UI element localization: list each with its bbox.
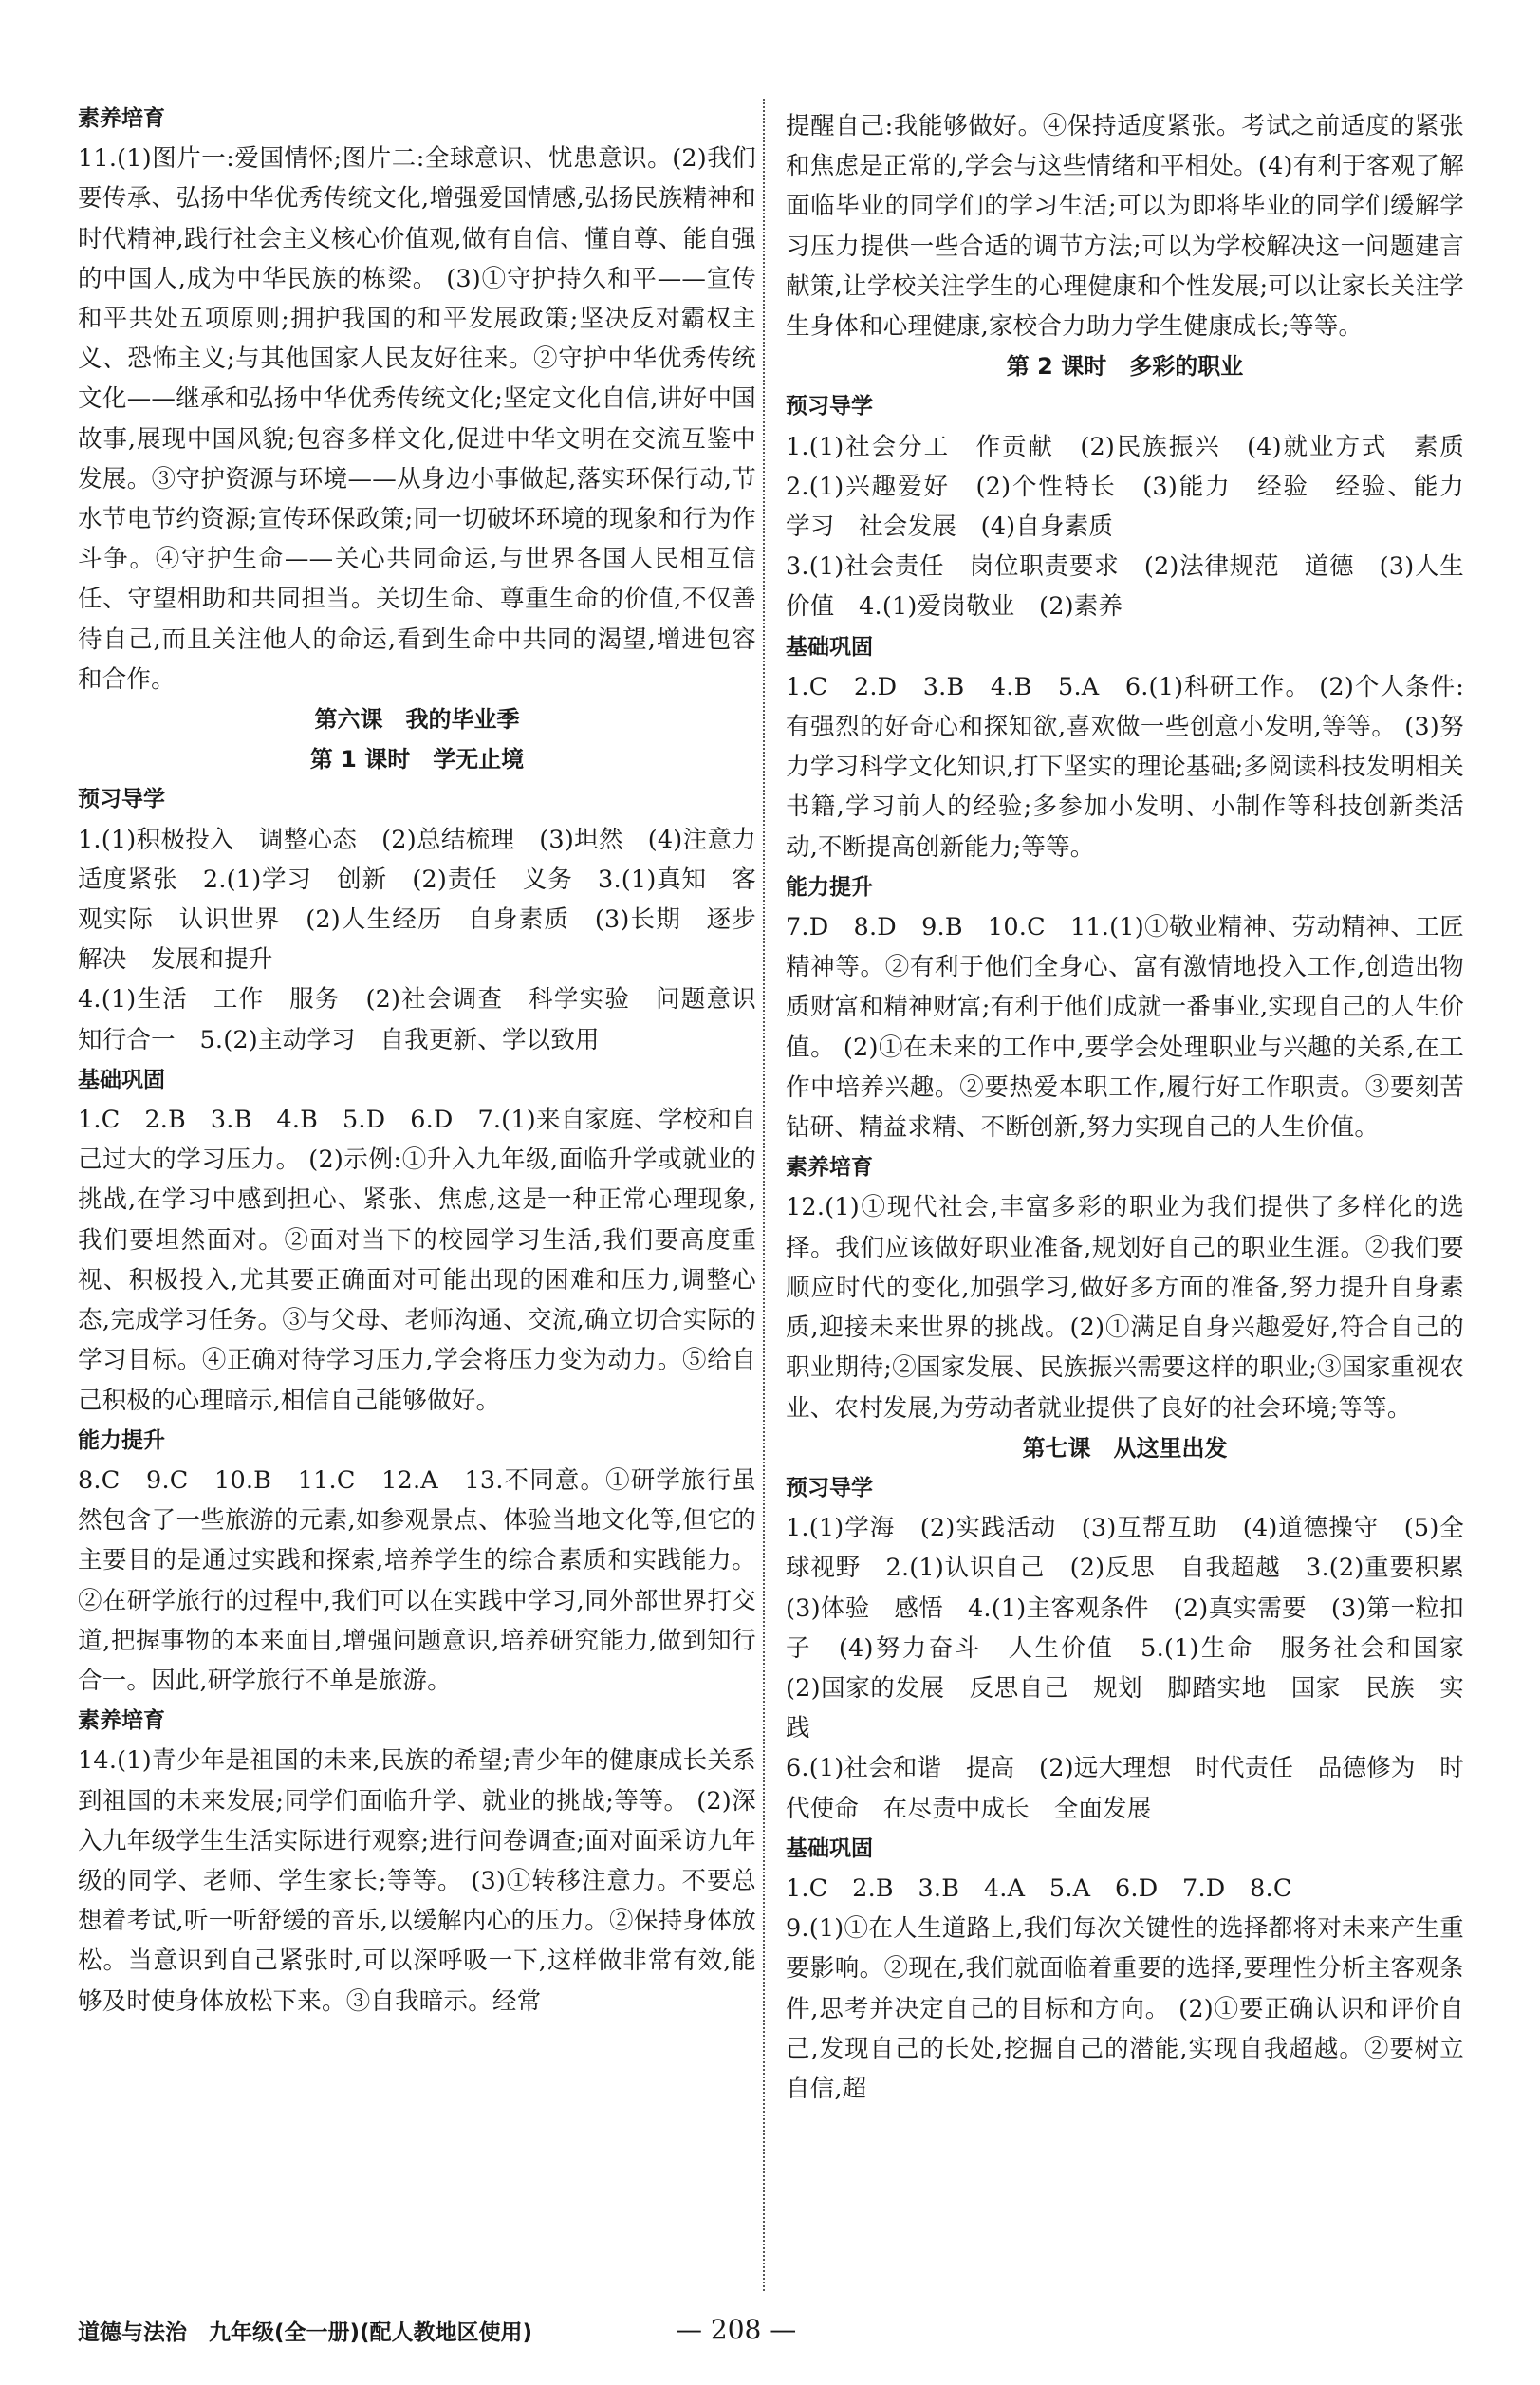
answer-paragraph: 1.C 2.D 3.B 4.B 5.A 6.(1)科研工作。 (2)个人条件:有强烈的好奇心和探知欲,喜欢做一些创意小发明,等等。 (3)努力学习科学文化知识,打下坚实的理论基础;多阅读科技发明相关书籍,学习前人的经验;多参加小发明、小制作等科技创新类活动,不断提高创新能力;等等。 bbox=[786, 672, 1464, 862]
answer-paragraph: 8.C 9.C 10.B 11.C 12.A 13.不同意。①研学旅行虽然包含了一些旅游的元素,如参观景点、体验当地文化等,但它的主要目的是通过实践和探索,培养学生的综合素质和实践能力。②在研学旅行的过程中,我们可以在实践中学习,同外部世界打交道,把握事物的本来面目,增强问题意识,培养研究能力,做到知行合一。因此,研学旅行不单是旅游。 bbox=[78, 1465, 756, 1695]
lesson-title: 第 2 课时 多彩的职业 bbox=[1006, 353, 1244, 381]
answer-paragraph: 1.(1)学海 (2)实践活动 (3)互帮互助 (4)道德操守 (5)全球视野 2.(1)认识自己 (2)反思 自我超越 3.(2)重要积累 (3)体验 感悟 4.(1)主客观条件 (2)真实需要 (3)第一粒扣子 (4)努力奋斗 人生价值 5.(1)生命 服务社会和国家 (2)国家的发展 反思自己 规划 脚踏实地 国家 民族 实践 bbox=[786, 1514, 1489, 1743]
section-heading: 基础巩固 bbox=[786, 634, 873, 660]
lesson-title: 第 1 课时 学无止境 bbox=[309, 746, 525, 773]
answer-paragraph: 14.(1)青少年是祖国的未来,民族的希望;青少年的健康成长关系到祖国的未来发展;同学们面临升学、就业的挑战;等等。 (2)深入九年级学生生活实际进行观察;进行问卷调查;面对面采访九年级的同学、老师、学生家长;等等。 (3)①转移注意力。不要总想着考试,听一听舒缓的音乐,以缓解内心的压力。②保持身体放松。当意识到自己紧张时,可以深呼吸一下,这样做非常有效,能够及时使身体放松下来。③自我暗示。经常 bbox=[78, 1746, 756, 2016]
right-column bbox=[786, 106, 1489, 2109]
lesson-title: 第六课 我的毕业季 bbox=[314, 706, 520, 734]
column-divider bbox=[763, 99, 765, 2291]
answer-paragraph: 1.C 2.B 3.B 4.B 5.D 6.D 7.(1)来自家庭、学校和自己过大的学习压力。 (2)示例:①升入九年级,面临升学或就业的挑战,在学习中感到担心、紧张、焦虑,这是一种正常心理现象,我们要坦然面对。②面对当下的校园学习生活,我们要高度重视、积极投入,尤其要正确面对可能出现的困难和压力,调整心态,完成学习任务。③与父母、老师沟通、交流,确立切合实际的学习目标。④正确对待学习压力,学会将压力变为动力。⑤给自己积极的心理暗示,相信自己能够做好。 bbox=[78, 1106, 757, 1415]
section-heading: 能力提升 bbox=[786, 874, 873, 900]
section-heading: 基础巩固 bbox=[786, 1835, 873, 1861]
section-heading: 预习导学 bbox=[786, 1475, 873, 1500]
answer-paragraph: 7.D 8.D 9.B 10.C 11.(1)①敬业精神、劳动精神、工匠精神等。②有利于他们全身心、富有激情地投入工作,创造出物质财富和精神财富;有利于他们成就一番事业,实现自己的人生价值。 (2)①在未来的工作中,要学会处理职业与兴趣的关系,在工作中培养兴趣。②要热爱本职工作,履行好工作职责。③要刻苦钻研、精益求精、不断创新,努力实现自己的人生价值。 bbox=[786, 913, 1464, 1143]
answer-paragraph: 12.(1)①现代社会,丰富多彩的职业为我们提供了多样化的选择。我们应该做好职业准备,规划好自己的职业生涯。②我们要顺应时代的变化,加强学习,做好多方面的准备,努力提升自身素质,迎接未来世界的挑战。(2)①满足自身兴趣爱好,符合自己的职业期待;②国家发展、民族振兴需要这样的职业;③国家重视农业、农村发展,为劳动者就业提供了良好的社会环境;等等。 bbox=[786, 1193, 1464, 1423]
page-footer bbox=[78, 2308, 1463, 2351]
answer-paragraph: 1.(1)社会分工 作贡献 (2)民族振兴 (4)就业方式 素质 2.(1)兴趣爱好 (2)个性特长 (3)能力 经验 经验、能力 学习 社会发展 (4)自身素质 bbox=[786, 432, 1489, 542]
left-column bbox=[78, 99, 781, 2022]
answer-paragraph: 11.(1)图片一:爱国情怀;图片二:全球意识、忧患意识。(2)我们要传承、弘扬中华优秀传统文化,增强爱国情感,弘扬民族精神和时代精神,践行社会主义核心价值观,做有自信、懂自尊、能自强的中国人,成为中华民族的栋梁。 (3)①守护持久和平——宣传和平共处五项原则;拥护我国的和平发展政策;坚决反对霸权主义、恐怖主义;与其他国家人民友好往来。②守护中华优秀传统文化——继承和弘扬中华优秀传统文化;坚定文化自信,讲好中国故事,展现中国风貌;包容多样文化,促进中华文明在交流互鉴中发展。③守护资源与环境——从身边小事做起,落实环保行动,节水节电节约资源;宣传环保政策;同一切破坏环境的现象和行为作斗争。④守护生命——关心共同命运,与世界各国人民相互信任、守望相助和共同担当。关切生命、尊重生命的价值,不仅善待自己,而且关注他人的命运,看到生命中共同的渴望,增进包容和合作。 bbox=[78, 144, 756, 694]
answer-paragraph: 4.(1)生活 工作 服务 (2)社会调查 科学实验 问题意识 知行合一 5.(2)主动学习 自我更新、学以致用 bbox=[78, 985, 781, 1054]
answer-paragraph: 1.(1)积极投入 调整心态 (2)总结梳理 (3)坦然 (4)注意力 适度紧张 2.(1)学习 创新 (2)责任 义务 3.(1)真知 客观实际 认识世界 (2)人生经历 自身素质 (3)长期 逐步解决 发展和提升 bbox=[78, 825, 781, 975]
answer-paragraph: 3.(1)社会责任 岗位职责要求 (2)法律规范 道德 (3)人生价值 4.(1)爱岗敬业 (2)素养 bbox=[786, 552, 1464, 622]
answer-paragraph: 9.(1)①在人生道路上,我们每次关键性的选择都将对未来产生重要影响。②现在,我们就面临着重要的选择,要理性分析主客观条件,思考并决定自己的目标和方向。 (2)①要正确认识和评价自己,发现自己的长处,挖掘自己的潜能,实现自我超越。②要树立自信,超 bbox=[786, 1914, 1464, 2103]
section-heading: 素养培育 bbox=[786, 1155, 873, 1181]
answer-paragraph: 1.C 2.B 3.B 4.A 5.A 6.D 7.D 8.C bbox=[786, 1873, 1292, 1903]
answer-paragraph: 提醒自己:我能够做好。④保持适度紧张。考试之前适度的紧张和焦虑是正常的,学会与这些情绪和平相处。(4)有利于客观了解面临毕业的同学们的学习生活;可以为即将毕业的同学们缓解学习压力提供一些合适的调节方法;可以为学校解决这一问题建言献策,让学校关注学生的心理健康和个性发展;可以让家长关注学生身体和心理健康,家校合力助力学生健康成长;等等。 bbox=[786, 112, 1464, 342]
page-number: — 208 — bbox=[676, 2314, 797, 2345]
section-heading: 素养培育 bbox=[78, 1708, 165, 1734]
section-heading: 基础巩固 bbox=[78, 1067, 165, 1092]
section-heading: 能力提升 bbox=[78, 1427, 165, 1453]
section-heading: 素养培育 bbox=[78, 106, 165, 131]
answer-paragraph: 6.(1)社会和谐 提高 (2)远大理想 时代责任 品德修为 时代使命 在尽责中成长 全面发展 bbox=[786, 1754, 1464, 1823]
book-title: 道德与法治 九年级(全一册)(配人教地区使用) bbox=[78, 2320, 533, 2345]
section-heading: 预习导学 bbox=[78, 787, 165, 812]
section-heading: 预习导学 bbox=[786, 394, 873, 419]
lesson-title: 第七课 从这里出发 bbox=[1022, 1434, 1228, 1462]
